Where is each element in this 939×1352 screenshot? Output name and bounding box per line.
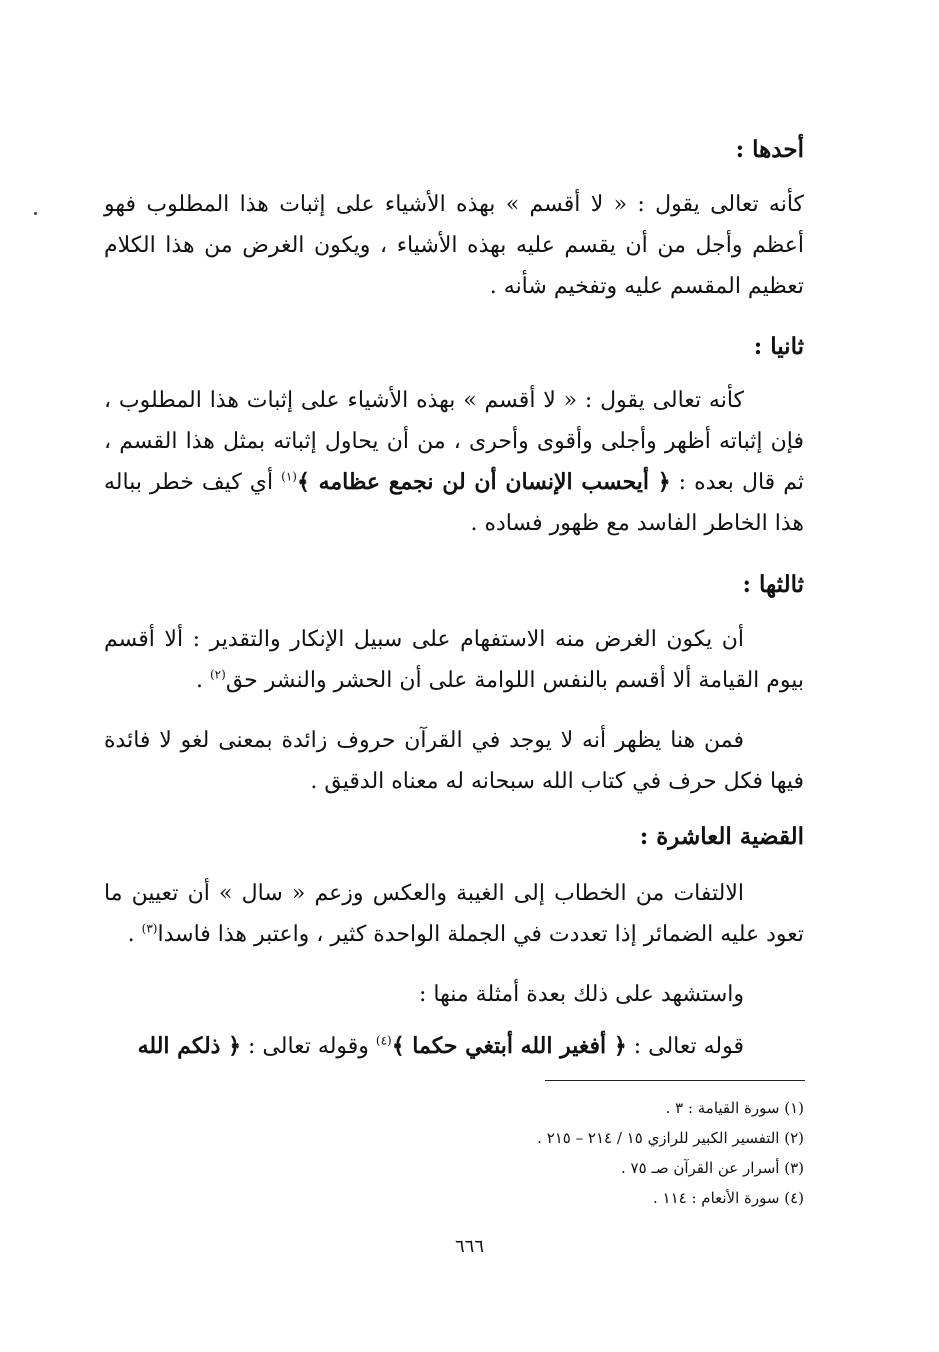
footnote-item: (١) سورة القيامة : ٣ .	[665, 1099, 804, 1117]
footnote-item: (٣) أسرار عن القرآن صـ ٧٥ .	[621, 1159, 804, 1177]
paragraph-text-part: قوله تعالى :	[626, 1034, 744, 1059]
paragraph-text-part: أن يكون الغرض منه الاستفهام على سبيل الإنكار والتقدير : ألا أقسم بيوم القيامة ألا أقسم بالنفس اللوامة على أن الحشر والنشر حق	[104, 627, 804, 693]
footnote-marker[interactable]: (٣)	[141, 921, 158, 936]
paragraph-conclusion	[104, 720, 804, 802]
paragraph-text-part: الالتفات من الخطاب إلى الغيبة والعكس وزعم « سال » أن تعيين ما تعود عليه الضمائر إذا تعددت في الجملة الواحدة كثير ، واعتبر هذا فاسدا	[104, 881, 804, 947]
heading-first: أحدها :	[735, 136, 804, 163]
paragraph-examples	[104, 1026, 804, 1067]
paragraph-third-meaning	[104, 619, 804, 701]
paragraph-text-part: وقوله تعالى :	[241, 1034, 376, 1059]
scan-speck	[34, 212, 37, 215]
heading-tenth-issue: القضية العاشرة :	[639, 823, 804, 850]
quran-verse: ﴿ أفغير الله أبتغي حكما ﴾	[391, 1033, 627, 1059]
heading-third: ثالثها :	[742, 571, 804, 598]
footnote-item: (٢) التفسير الكبير للرازي ١٥ / ٢١٤ – ٢١٥ .	[537, 1129, 804, 1147]
paragraph-text-part: أي كيف خطر بباله هذا الخاطر الفاسد مع ظهور فساده .	[104, 470, 804, 536]
footnotes	[304, 1093, 804, 1213]
footnote-marker[interactable]: (٢)	[209, 667, 226, 682]
paragraph-text	[104, 1026, 804, 1067]
paragraph-examples-intro	[104, 974, 804, 1015]
paragraph-text	[104, 380, 804, 544]
paragraph-text-part: .	[127, 922, 142, 947]
paragraph-text: كأنه تعالى يقول : « لا أقسم » بهذه الأشياء على إثبات هذا المطلوب فهو أعظم وأجل من أن يقسم عليه بهذه الأشياء ، ويكون الغرض من هذا الكلام تعظيم المقسم عليه وتفخيم شأنه .	[104, 192, 804, 299]
footnote-marker[interactable]: (٤)	[375, 1033, 392, 1048]
paragraph-second-meaning	[104, 380, 804, 544]
paragraph-text	[104, 619, 804, 701]
quran-verse: ﴿ أيحسب الإنسان أن لن نجمع عظامه ﴾	[296, 469, 671, 495]
footnote-item: (٤) سورة الأنعام : ١١٤ .	[652, 1189, 804, 1207]
paragraph-first-meaning	[104, 184, 804, 307]
paragraph-text: واستشهد على ذلك بعدة أمثلة منها :	[419, 982, 744, 1007]
footnote-separator	[545, 1080, 805, 1081]
paragraph-text-part: .	[195, 668, 210, 693]
heading-second: ثانيا :	[753, 333, 804, 360]
footnote-marker[interactable]: (١)	[281, 469, 297, 484]
paragraph-text-part: كأنه تعالى يقول : « لا أقسم » بهذه الأشياء على إثبات هذا المطلوب ، فإن إثباته أظهر وأجلى وأقوى وأحرى ، من أن يحاول إثباته بمثل هذا القسم ، ثم قال بعده :	[104, 388, 804, 495]
page-number: ٦٦٦	[454, 1236, 484, 1257]
paragraph-iltifat	[104, 873, 804, 955]
quran-verse: ﴿ ذلكم الله	[137, 1033, 242, 1059]
paragraph-text: فمن هنا يظهر أنه لا يوجد في القرآن حروف زائدة بمعنى لغو لا فائدة فيها فكل حرف في كتاب الله سبحانه له معناه الدقيق .	[104, 728, 804, 794]
paragraph-text	[104, 873, 804, 955]
